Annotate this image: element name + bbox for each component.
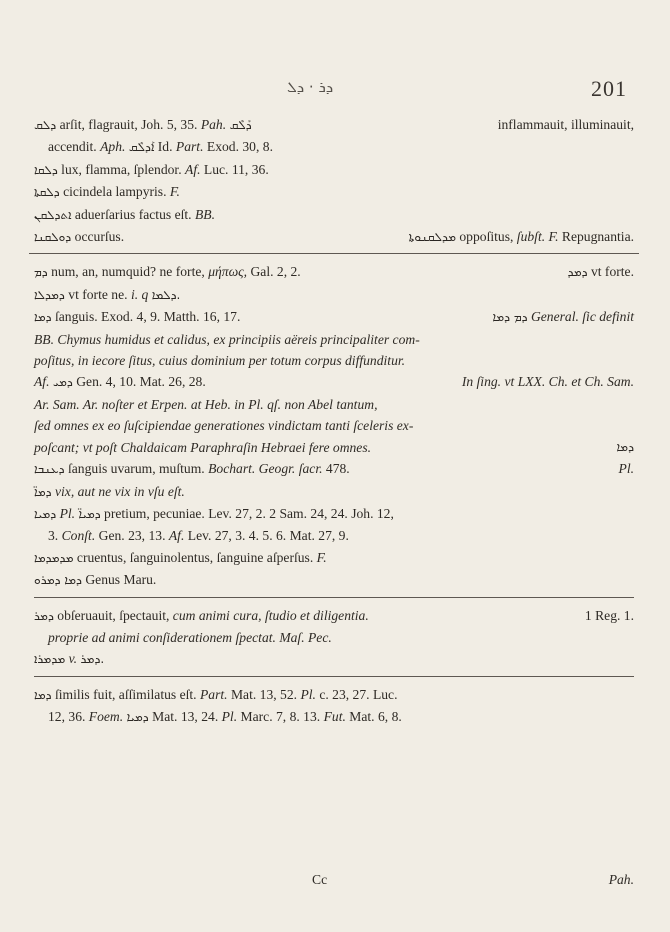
entry-line: ܐܬܕܠܩܢ aduerſarius factus eſt. BB. [34,206,215,222]
entry-line: ܕܡܪ obſeruauit, ſpectauit, cum animi cura, ſtudio et diligentia. 1 Reg. 1. [34,607,634,623]
syriac-headword: ܕܡܪ [34,608,54,623]
entry-line: ܕܡ num, an, numquid? ne forte, μήπως, Gal. 2, 2. ܕܡܕ vt forte. [34,264,634,280]
syriac-headword: ܕܡܝܐ [34,506,57,521]
entry-line: ܕܡܐ ſanguis. Exod. 4, 9. Matth. 16, 17. ܕܡ ܕܡܐ General. ſic definit [34,309,634,325]
entry-line: ܕܡܕܠܐ vt forte ne. i. q ܕܠܡܐ. [34,286,181,302]
signature-mark: Cc [312,872,328,887]
entry-line: Af. ܕܡܝ Gen. 4, 10. Mat. 26, 28. In ſing. vt LXX. Ch. et Ch. Sam. [34,374,634,390]
entry-line: 3. Conſt. Gen. 23, 13. Af. Lev. 27, 3. 4. 5. 6. Mat. 27, 9. [48,528,349,544]
syriac-headword: ܐܬܕܠܩܢ [34,207,72,222]
syriac-headword: ܡܕܡܕܡܐ [34,550,74,565]
entry-line: BB. Chymus humidus et calidus, ex principiis aëreis principaliter com- [34,331,420,347]
syriac-headword: ܕܡܐ [34,687,52,702]
entry-line: 12, 36. Foem. ܕܡܝܐ Mat. 13, 24. Pl. Marc. 7, 8. 13. Fut. Mat. 6, 8. [48,709,402,725]
entry-line: ܕܥܢܒܐ ſanguis uvarum, muſtum. Bochart. Geogr. ſacr. 478. Pl. [34,461,634,477]
syriac-headword: ܕܥܢܒܐ [34,462,65,477]
entry-line: ſed omnes ex eo ſuſcipiendae generationes vindictam tanti ſceleris ex- [34,418,414,434]
entry-line: proprie ad animi conſiderationem ſpectat. Maſ. Pec. [48,629,332,645]
syriac-headword: ܕܡ [34,265,48,280]
entry-line: accendit. Aph. ܐܰܕܠܶܩ Id. Part. Exod. 30, 8. [48,139,273,155]
catchword: Pah. [608,872,634,887]
page-header [0,76,670,106]
syriac-headword: ܕܡܐ ܕܡܪܘ [34,573,82,588]
entry-line: ܕܡܐ ſimilis fuit, aſſimilatus eſt. Part. Mat. 13, 52. Pl. c. 23, 27. Luc. [34,686,398,702]
entry-line: ܕܠܩܬܐ cicindela lampyris. F. [34,184,180,200]
section-divider [34,676,634,677]
page-number: 201 [591,76,627,101]
dictionary-body [34,114,634,729]
syriac-headword: ܕܡܐ [34,310,52,325]
syriac-headword: ܕܠܩ [34,118,57,132]
entry-line: ܕܡܐ ܕܡܪܘ Genus Maru. [34,572,157,588]
entry-line: ܕܡܐ̈ vix, aut ne vix in vſu eſt. [34,483,185,499]
entry-line: poſcant; vt poſt Chaldaicam Paraphraſin Hebraei fere omnes. ܕܡܐ [34,439,634,455]
running-head: ܕܪ · ܕܠ [287,78,334,96]
entry-line: ܕܘܠܩܢܐ occurſus. ܡܕܠܩܢܘܬܐ oppoſitus, ſubſt. F. Repugnantia. [34,229,634,245]
syriac-headword: ܕܠܩܐ [34,162,58,177]
syriac-headword: ܕܘܠܩܢܐ [34,230,72,245]
entry-line: ܕܠܩ arſit, flagrauit, Joh. 5, 35. Pah. ܕܰܠܶܩ inflammauit, illuminauit, [34,117,634,132]
section-divider [34,597,634,598]
syriac-headword: ܕܠܩܬܐ [34,185,60,200]
greek-word: μήπως, [208,264,248,280]
entry-line: ܡܕܡܪܐ v. ܕܡܪ. [34,651,105,667]
entry-line: poſitus, in iecore ſitus, cuius dominium per totum corpus diffunditur. [34,353,406,369]
entry-line: ܕܠܩܐ lux, flamma, ſplendor. Af. Luc. 11, 36. [34,161,269,177]
entry-line: ܡܕܡܕܡܐ cruentus, ſanguinolentus, ſanguine aſperſus. F. [34,549,327,565]
entry-line: Ar. Sam. Ar. noſter et Erpen. at Heb. in Pl. qſ. non Abel tantum, [34,396,378,412]
section-divider [29,253,639,254]
entry-line: ܕܡܝܐ Pl. ܕܡܝܐ̈ pretium, pecuniae. Lev. 27, 2. 2 Sam. 24, 24. Joh. 12, [34,505,394,521]
